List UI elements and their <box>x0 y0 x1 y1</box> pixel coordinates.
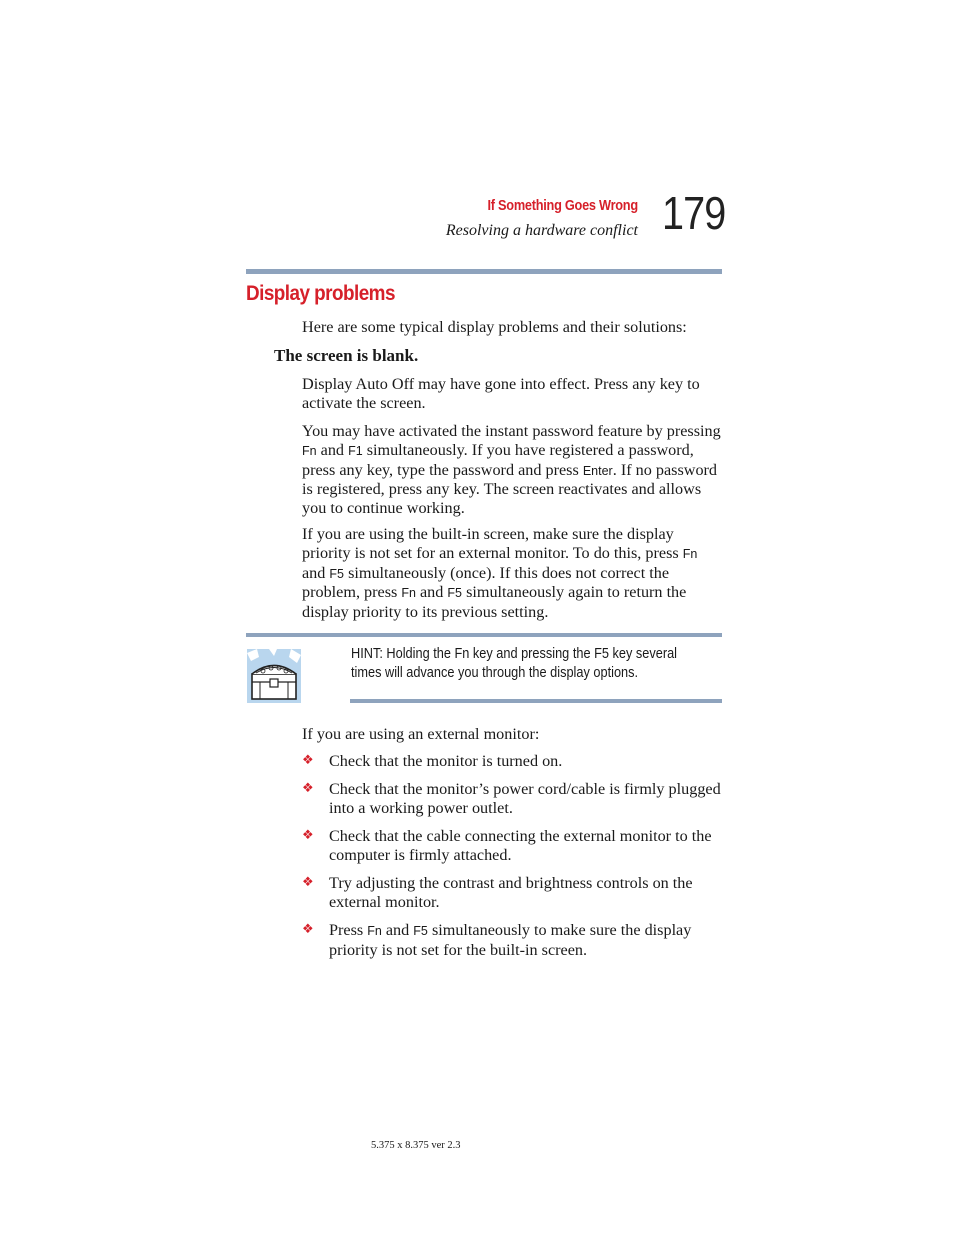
bullet-icon: ❖ <box>302 922 314 938</box>
hint-top-rule <box>246 633 722 637</box>
subheading: The screen is blank. <box>274 346 419 365</box>
chapter-title: If Something Goes Wrong <box>487 198 638 214</box>
list-item: ❖ Check that the cable connecting the external monitor to the computer is firmly attached. <box>302 827 712 864</box>
paragraph-password: You may have activated the instant password feature by pressing Fn and F1 simultaneously. If you have registered a password, press any key, type the password and press Enter. If no password is registered, press any key. The screen reactivates and allows you to continue working. <box>302 422 721 518</box>
bullet-list <box>302 752 724 969</box>
bullet-icon: ❖ <box>302 875 314 891</box>
section-title: Resolving a hardware conflict <box>445 222 638 239</box>
key-fn: Fn <box>682 546 698 561</box>
bullet-icon: ❖ <box>302 753 314 768</box>
bullet-icon: ❖ <box>302 828 314 844</box>
key-f5: F5 <box>329 566 345 581</box>
hint-bottom-rule <box>350 699 722 703</box>
paragraph-auto-off: Display Auto Off may have gone into effect. Press any key to activate the screen. <box>302 375 700 412</box>
key-fn: Fn <box>367 924 382 939</box>
key-f1: F1 <box>348 443 363 458</box>
footer-version: 5.375 x 8.375 ver 2.3 <box>371 1140 461 1151</box>
page-number: 179 <box>662 187 726 239</box>
section-heading: Display problems <box>246 282 395 305</box>
key-f5: F5 <box>413 924 428 939</box>
hint-text: HINT: Holding the Fn key and pressing the F5 key several times will advance you through the display options. <box>351 645 678 681</box>
bullet-icon: ❖ <box>302 781 314 797</box>
list-item: ❖ Try adjusting the contrast and brightness controls on the external monitor. <box>302 874 693 911</box>
list-item: ❖ Check that the monitor’s power cord/cable is firmly plugged into a working power outlet. <box>302 780 721 817</box>
treasure-chest-icon <box>247 649 301 703</box>
external-monitor-intro: If you are using an external monitor: <box>302 725 540 743</box>
key-f5: F5 <box>447 586 463 601</box>
list-item: ❖ Check that the monitor is turned on. <box>302 752 563 770</box>
key-fn: Fn <box>401 586 416 601</box>
list-item: ❖ Press Fn and F5 simultaneously to make sure the display priority is not set for the built-in screen. <box>302 921 692 959</box>
key-fn: Fn <box>302 443 317 458</box>
intro-paragraph: Here are some typical display problems and their solutions: <box>302 318 687 336</box>
paragraph-display-priority: If you are using the built-in screen, make sure the display priority is not set for an external monitor. To do this, press Fn and F5 simultaneously (once). If this does not correct the problem, press Fn and F5 simultaneously again to return the display priority to its previous setting. <box>302 525 698 622</box>
top-rule <box>246 269 722 274</box>
key-enter: Enter <box>582 463 613 478</box>
